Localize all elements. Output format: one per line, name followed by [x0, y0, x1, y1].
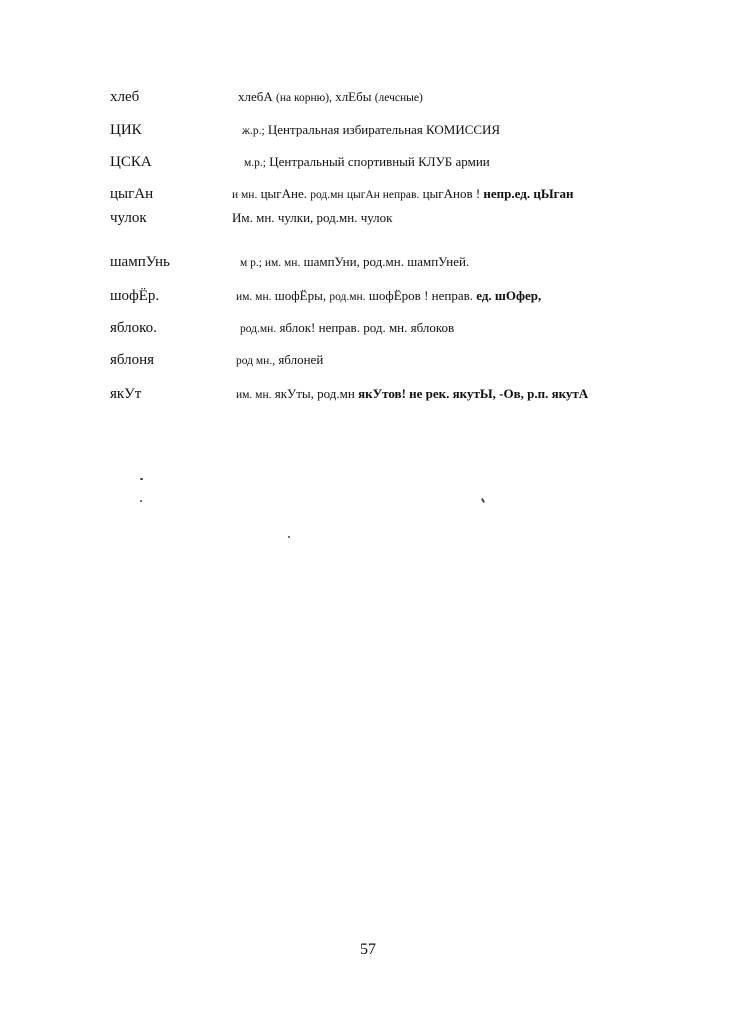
dictionary-entry	[0, 120, 743, 142]
dictionary-entry	[0, 184, 743, 206]
entry-word: шампУнь	[110, 254, 170, 270]
entry-note: им. мн. якУты, род.мн якУтов! не рек. якутЫ, -Ов, р.п. якутА	[236, 386, 589, 401]
entry-note: ж.р.; Центральная избирательная КОМИССИЯ	[242, 122, 501, 137]
entry-note: им. мн. шофЁры, род.мн. шофЁров ! неправ. ед. шОфер,	[236, 288, 542, 303]
entry-note: м.р.; Центральный спортивный КЛУБ армии	[244, 154, 490, 169]
scan-speck	[140, 500, 142, 502]
entry-word: цыгАн	[110, 186, 154, 202]
entry-note: род.мн. яблок! неправ. род. мн. яблоков	[240, 320, 455, 335]
entry-word: ЦСКА	[110, 154, 152, 170]
entry-word: чулок	[110, 210, 147, 226]
entry-word: шофЁр.	[110, 288, 160, 304]
entry-word: яблоко.	[110, 320, 157, 336]
dictionary-entry	[0, 208, 743, 230]
dictionary-entry	[0, 286, 743, 308]
entry-note: хлебА (на корню), хлЕбы (лечсные)	[238, 89, 423, 104]
entry-word: ЦИК	[110, 122, 142, 138]
entry-note: род мн., яблоней	[236, 352, 324, 367]
dictionary-entry	[0, 384, 743, 406]
entry-word: хлеб	[110, 89, 140, 105]
dictionary-entry	[0, 350, 743, 372]
dictionary-entry	[0, 252, 743, 274]
entry-note: м р.; им. мн. шампУни, род.мн. шампУней.	[240, 254, 470, 269]
dictionary-entry	[0, 152, 743, 174]
entry-note: Им. мн. чулки, род.мн. чулок	[232, 210, 393, 225]
entry-note: и мн. цыгАне. род.мн цыгАн неправ. цыгАнов ! непр.ед. цЫган	[232, 186, 574, 201]
scan-speck	[140, 478, 143, 480]
dictionary-entry	[0, 318, 743, 340]
scan-speck	[288, 536, 290, 538]
dictionary-entry	[0, 87, 743, 109]
entry-word: якУт	[110, 386, 142, 402]
scan-speck	[481, 498, 485, 503]
page-number: 57	[360, 941, 376, 958]
entry-word: яблоня	[110, 352, 155, 368]
